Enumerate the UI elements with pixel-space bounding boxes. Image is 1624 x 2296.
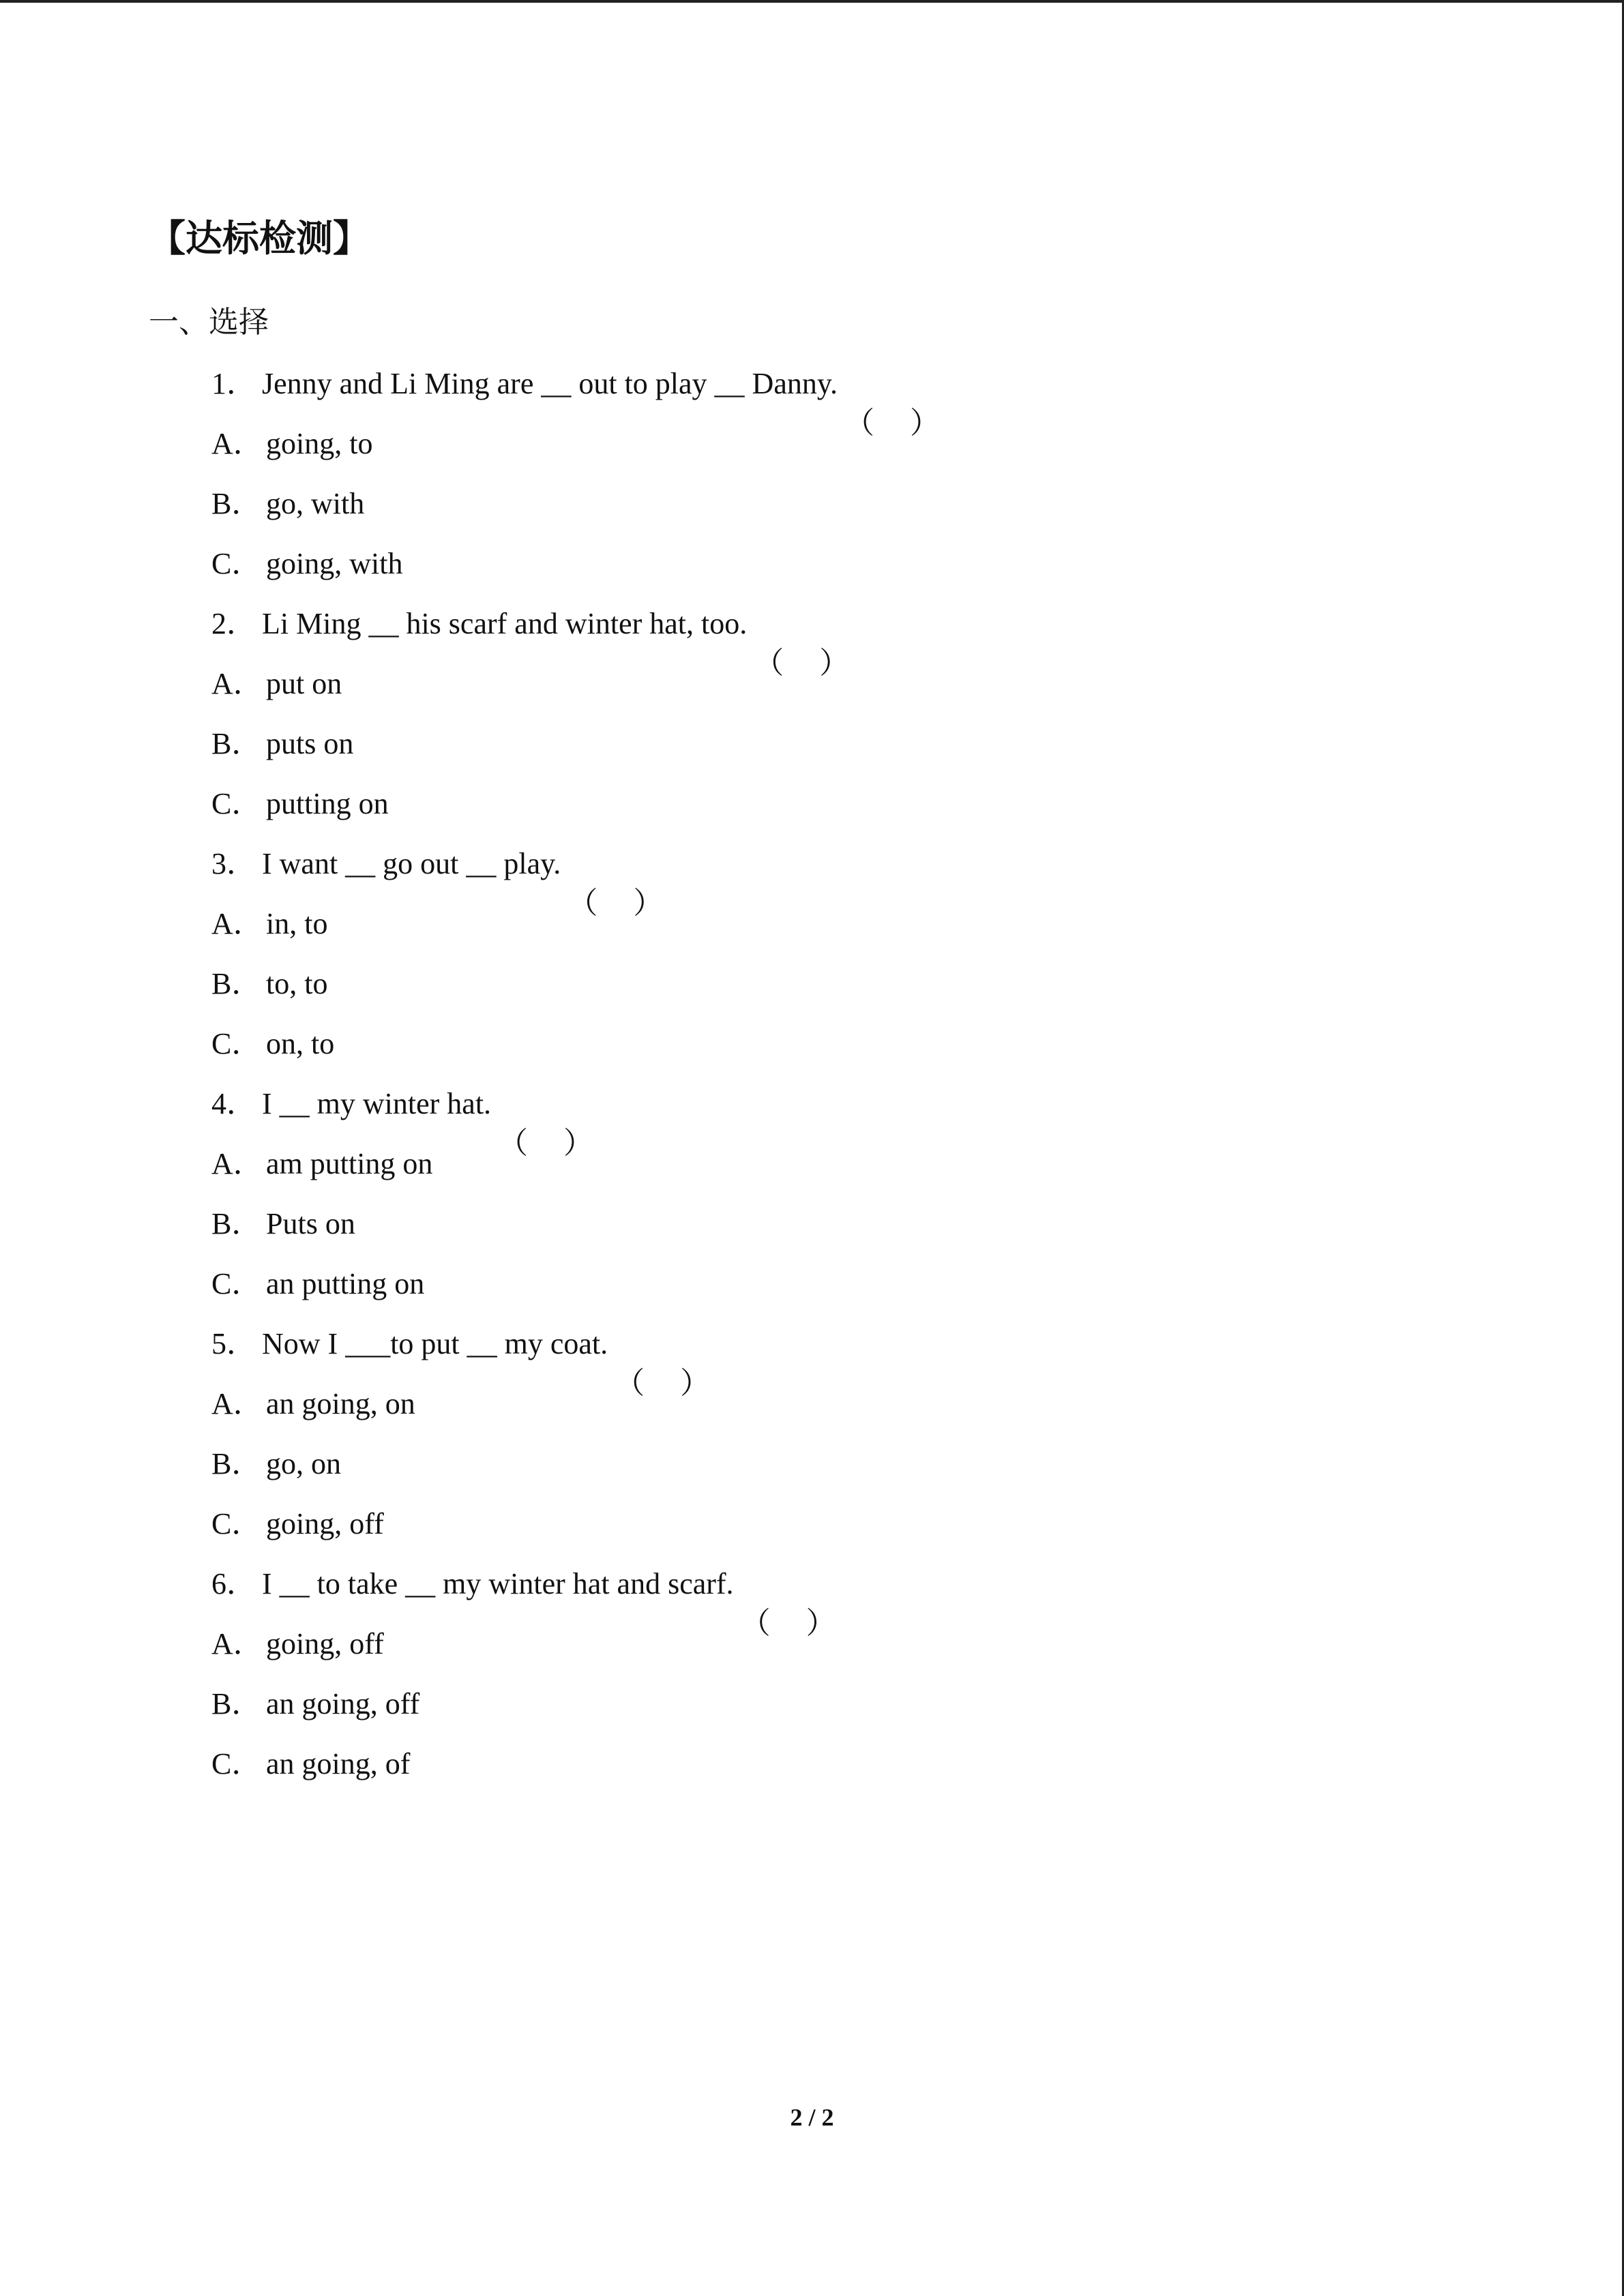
option-letter: A． <box>211 667 263 700</box>
option-b <box>211 1434 1507 1494</box>
option-letter: C． <box>211 787 262 820</box>
option-text: an going, on <box>266 1387 415 1420</box>
exercise-title: 一、选择 <box>149 305 269 340</box>
option-letter: A． <box>211 427 263 460</box>
option-text: put on <box>266 667 342 700</box>
option-c <box>211 774 1507 834</box>
paren-close: ） <box>910 406 940 440</box>
question-text: I want __ go out __ play. <box>262 847 561 880</box>
option-text: an going, off <box>266 1687 420 1720</box>
option-c <box>211 534 1507 594</box>
option-c <box>211 1494 1507 1554</box>
question-5 <box>211 1314 1507 1400</box>
option-b <box>211 954 1507 1014</box>
option-letter: A． <box>211 907 263 940</box>
paren-close: ） <box>806 1607 836 1640</box>
paren-close: ） <box>819 646 850 680</box>
option-letter: B． <box>211 967 262 1000</box>
option-text: puts on <box>266 727 354 760</box>
question-list <box>211 354 1507 1794</box>
option-a <box>211 1134 1507 1194</box>
option-letter: A． <box>211 1387 263 1420</box>
option-b <box>211 1194 1507 1254</box>
option-letter: B． <box>211 487 262 520</box>
paren-close: ） <box>563 1127 594 1160</box>
option-text: go, on <box>266 1447 341 1480</box>
paren-open: （ <box>754 646 784 680</box>
option-letter: C． <box>211 547 262 580</box>
question-number: 4． <box>211 1087 256 1120</box>
question-number: 5． <box>211 1327 256 1360</box>
page-top-border <box>0 0 1624 3</box>
option-a <box>211 654 1507 714</box>
question-number: 2． <box>211 607 256 640</box>
question-number: 1． <box>211 367 256 400</box>
option-a <box>211 894 1507 954</box>
question-number: 3． <box>211 847 256 880</box>
option-b <box>211 1674 1507 1734</box>
option-text: an going, of <box>266 1747 411 1780</box>
option-text: an putting on <box>266 1267 425 1300</box>
paren-open: （ <box>498 1127 529 1160</box>
question-2 <box>211 594 1507 680</box>
option-c <box>211 1734 1507 1794</box>
option-b <box>211 474 1507 534</box>
paren-close: ） <box>680 1367 711 1400</box>
option-b <box>211 714 1507 774</box>
option-text: putting on <box>266 787 389 820</box>
option-a <box>211 1374 1507 1434</box>
question-text: I __ to take __ my winter hat and scarf. <box>262 1567 734 1600</box>
section-heading: 【达标检测】 <box>149 217 370 260</box>
option-text: in, to <box>266 907 328 940</box>
question-1 <box>211 354 1507 440</box>
question-3 <box>211 834 1507 920</box>
option-text: on, to <box>266 1027 335 1060</box>
option-letter: A． <box>211 1147 263 1180</box>
option-text: going, off <box>266 1507 384 1540</box>
option-text: going, to <box>266 427 373 460</box>
option-text: to, to <box>266 967 328 1000</box>
paren-open: （ <box>844 406 874 440</box>
option-text: going, with <box>266 547 403 580</box>
option-letter: C． <box>211 1027 262 1060</box>
option-c <box>211 1014 1507 1074</box>
question-text: Now I ___to put __ my coat. <box>262 1327 608 1360</box>
paren-close: ） <box>633 886 664 920</box>
page-number: 2 / 2 <box>790 2104 834 2131</box>
paren-open: （ <box>615 1367 645 1400</box>
option-text: going, off <box>266 1627 384 1660</box>
question-number: 6． <box>211 1567 256 1600</box>
question-text: Jenny and Li Ming are __ out to play __ Danny. <box>262 367 838 400</box>
option-letter: C． <box>211 1747 262 1780</box>
question-4 <box>211 1074 1507 1160</box>
option-letter: B． <box>211 1447 262 1480</box>
paren-open: （ <box>740 1607 771 1640</box>
option-a <box>211 1614 1507 1674</box>
option-letter: B． <box>211 727 262 760</box>
option-text: Puts on <box>266 1207 355 1240</box>
option-letter: A． <box>211 1627 263 1660</box>
option-text: am putting on <box>266 1147 433 1180</box>
question-text: I __ my winter hat. <box>262 1087 492 1120</box>
option-letter: B． <box>211 1207 262 1240</box>
paren-open: （ <box>567 886 598 920</box>
question-6 <box>211 1554 1507 1640</box>
option-text: go, with <box>266 487 365 520</box>
option-letter: C． <box>211 1507 262 1540</box>
option-c <box>211 1254 1507 1314</box>
option-letter: C． <box>211 1267 262 1300</box>
option-letter: B． <box>211 1687 262 1720</box>
question-text: Li Ming __ his scarf and winter hat, too. <box>262 607 748 640</box>
